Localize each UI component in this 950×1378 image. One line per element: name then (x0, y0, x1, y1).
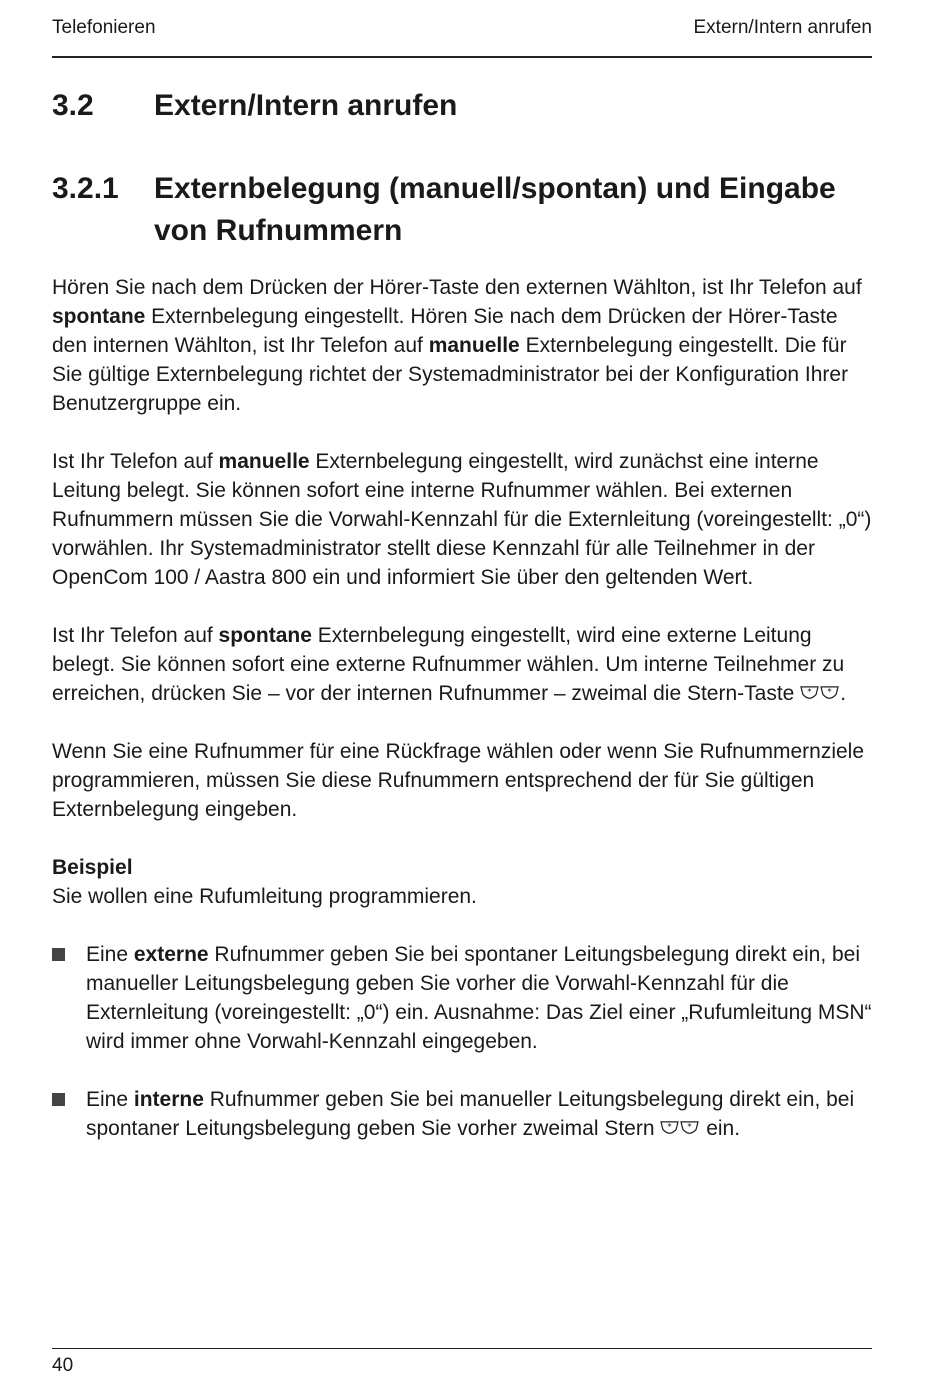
square-bullet-icon (52, 948, 65, 961)
star-key-icon (800, 685, 819, 702)
svg-text:*: * (827, 687, 832, 698)
footer-divider (52, 1348, 872, 1349)
text-run: Eine (86, 1088, 134, 1111)
text-run: Externbelegung eingestellt. Die für Sie gültige Externbelegung richtet der Systemadministrator bei der Konfiguration Ihrer Benutzergruppe ein. (52, 334, 849, 415)
subsection-heading (52, 168, 854, 252)
text-run: . (840, 682, 847, 705)
star-key-icon (660, 1120, 679, 1137)
text-run: Externbelegung eingestellt, wird eine externe Leitung belegt. Sie können sofort eine externe Rufnummer wählen. Um interne Teilnehmer zu erreichen, drücken Sie – vor der internen Rufnummer – zweimal die Stern-Taste (52, 624, 845, 705)
text-run: Externbelegung eingestellt, wird zunächst eine interne Leitung belegt. Sie können sofort eine interne Rufnummer wählen. Bei externen Rufnummern müssen Sie die Vorwahl-Kennzahl für die Externleitung (voreingestellt: „0“) vorwählen. Ihr Systemadministrator stellt diese Kennzahl für alle Teilnehmer in der OpenCom 100 / Aastra 800 ein und informiert Sie über den geltenden Wert. (52, 450, 872, 589)
paragraph-dial-tone (52, 273, 872, 418)
section-title: Extern/Intern anrufen (154, 89, 458, 122)
section-number: 3.2 (52, 89, 94, 122)
page-number: 40 (52, 1355, 74, 1376)
body-text (52, 273, 872, 1172)
header-section: Extern/Intern anrufen (693, 17, 872, 38)
subsection-title: Externbelegung (manuell/spontan) und Eingabe von Rufnummern (154, 172, 836, 247)
bold-term: manuelle (218, 450, 310, 473)
list-item (52, 940, 872, 1056)
bold-term: spontane (52, 305, 146, 328)
paragraph-spontaneous (52, 621, 872, 708)
svg-text:*: * (807, 687, 812, 698)
manual-page (52, 0, 872, 1378)
text-run: Ist Ihr Telefon auf (52, 624, 219, 647)
text-run: Rufnummer geben Sie bei spontaner Leitungsbelegung direkt ein, bei manueller Leitungsbelegung geben Sie vorher die Vorwahl-Kennzahl für die Externleitung (voreingestellt: „0“) ein. Ausnahme: Das Ziel einer „Rufumleitung MSN“ wird immer ohne Vorwahl-Kennzahl eingegeben. (86, 943, 872, 1053)
text-run: Rufnummer geben Sie bei manueller Leitungsbelegung direkt ein, bei spontaner Leitungsbelegung geben Sie vorher zweimal Stern (86, 1088, 855, 1140)
text-run: Ist Ihr Telefon auf (52, 450, 219, 473)
subsection-number: 3.2.1 (52, 172, 119, 205)
svg-text:*: * (687, 1122, 692, 1133)
list-item (52, 1085, 872, 1143)
bold-term: spontane (218, 624, 312, 647)
header-divider (52, 56, 872, 58)
text-run: ein. (700, 1117, 741, 1140)
running-header (52, 14, 872, 42)
svg-text:*: * (667, 1122, 672, 1133)
star-key-icon (820, 685, 839, 702)
example-heading (52, 853, 872, 882)
header-chapter: Telefonieren (52, 17, 156, 38)
text-run: Externbelegung eingestellt. Hören Sie nach dem Drücken der Hörer-Taste den internen Wählton, ist Ihr Telefon auf (52, 305, 838, 357)
section-heading (52, 84, 457, 128)
bullet-list (52, 940, 872, 1143)
paragraph-programming: Wenn Sie eine Rufnummer für eine Rückfrage wählen oder wenn Sie Rufnummernziele programmieren, müssen Sie diese Rufnummern entsprechend der für Sie gültigen Externbelegung eingeben. (52, 740, 865, 821)
example-text: Sie wollen eine Rufumleitung programmieren. (52, 885, 477, 908)
text-run: Hören Sie nach dem Drücken der Hörer-Taste den externen Wählton, ist Ihr Telefon auf (52, 276, 862, 299)
bold-term: externe (133, 943, 209, 966)
example-label: Beispiel (52, 856, 133, 879)
text-run: Eine (86, 943, 134, 966)
square-bullet-icon (52, 1093, 65, 1106)
paragraph-manual (52, 447, 872, 592)
bold-term: interne (133, 1088, 204, 1111)
bold-term: manuelle (428, 334, 520, 357)
star-key-icon (680, 1120, 699, 1137)
